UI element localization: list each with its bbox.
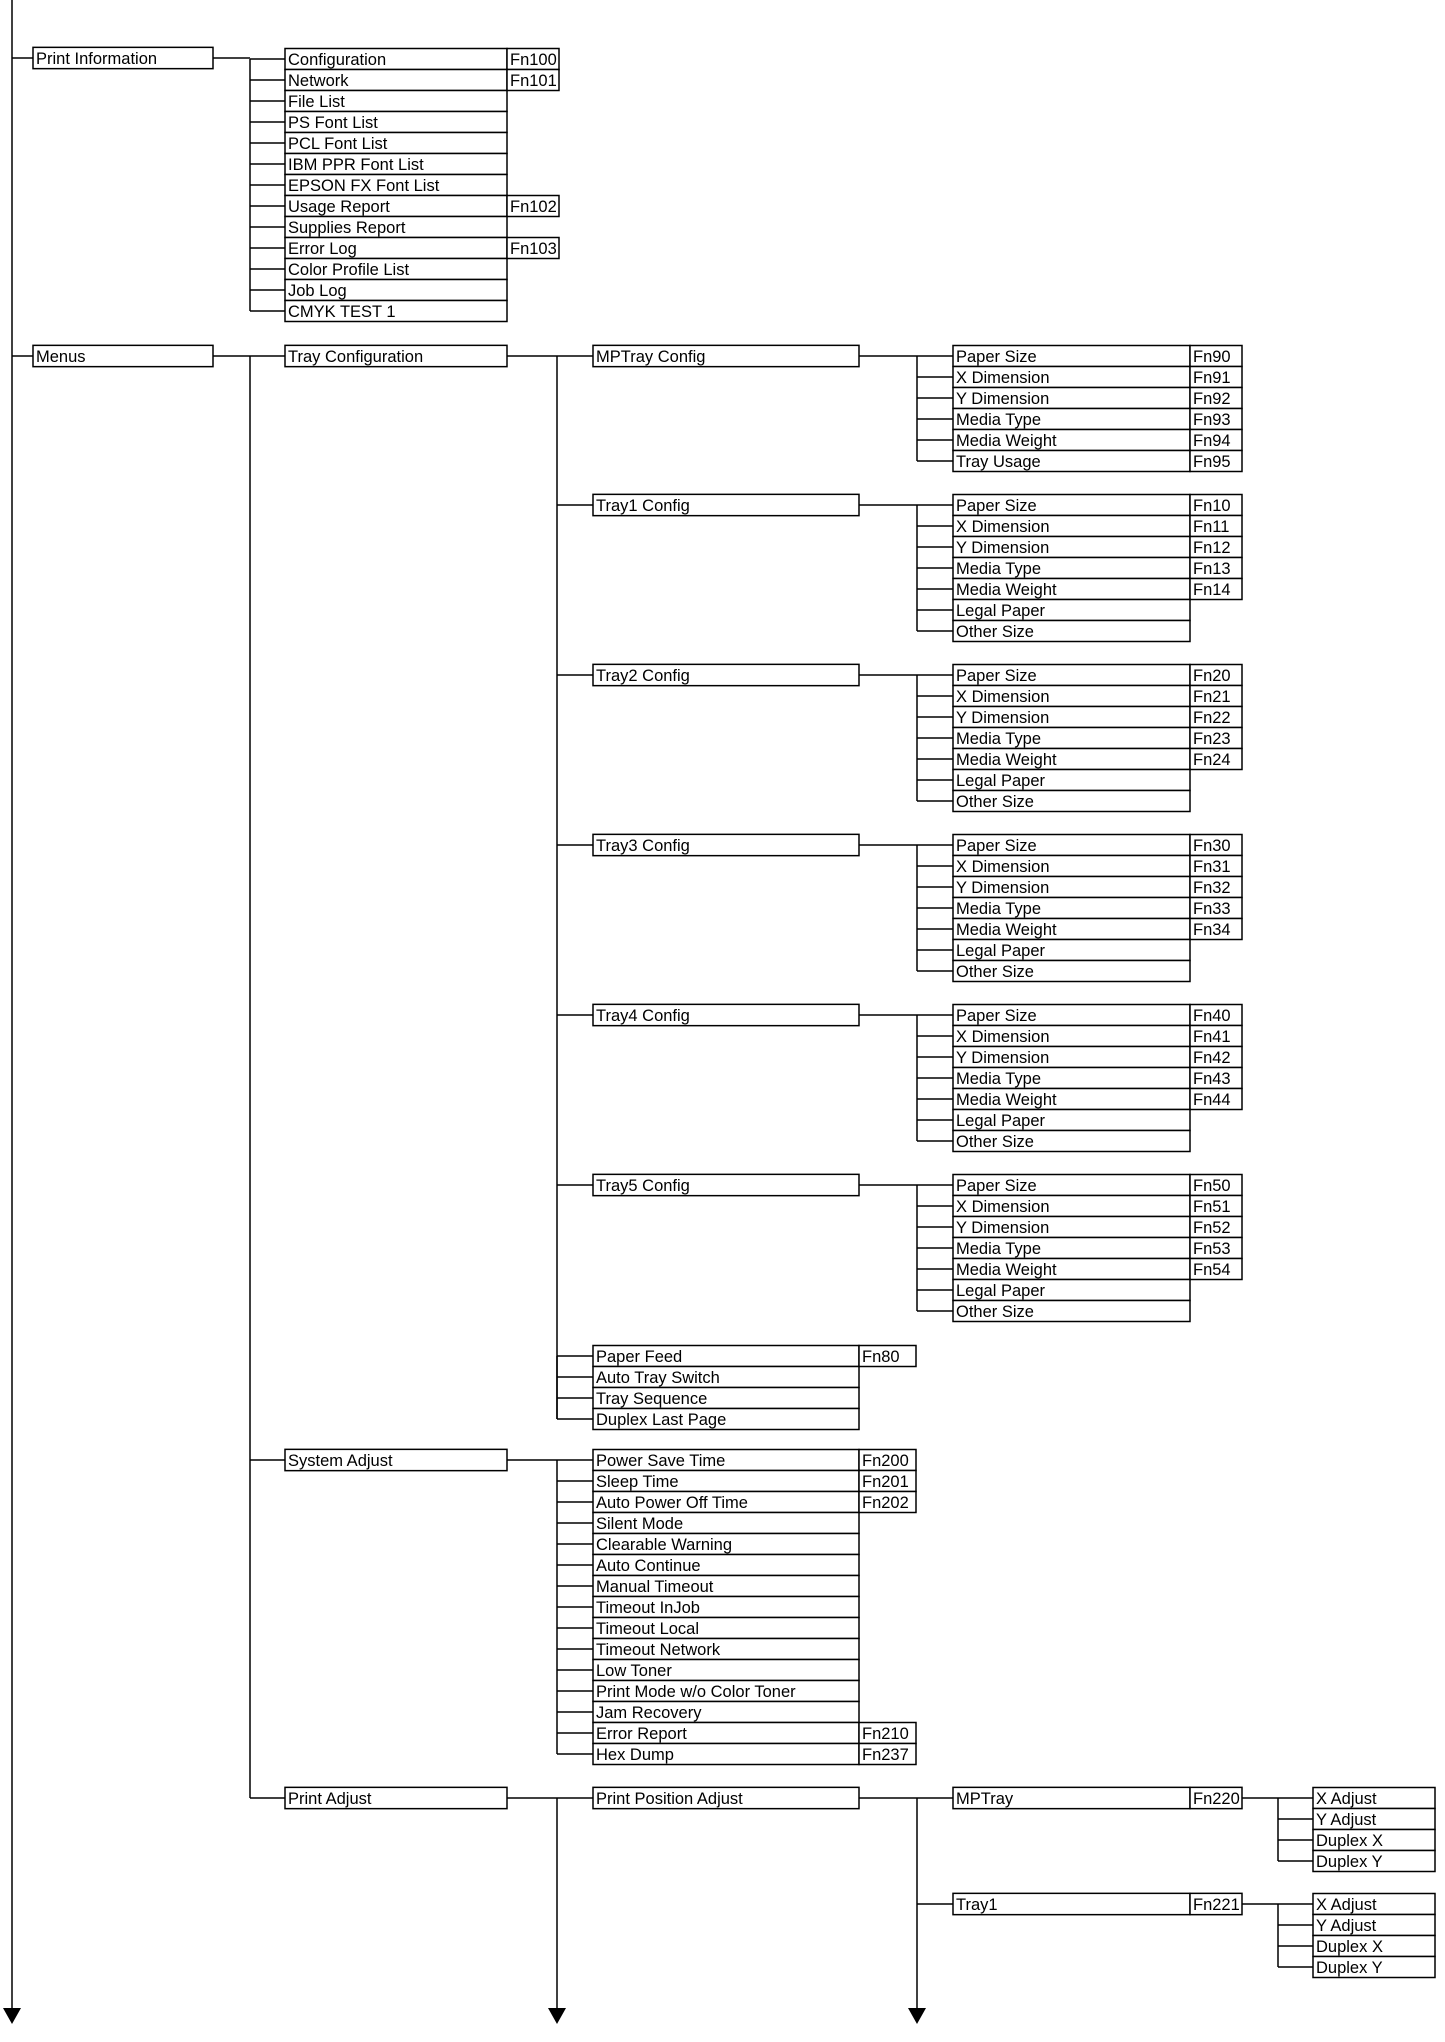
print-information-item-label: File List — [288, 93, 345, 111]
print-information-item-label: CMYK TEST 1 — [288, 303, 396, 321]
tray-config-fn-code-label: Fn43 — [1193, 1070, 1231, 1088]
print-position-adjust-item-label: X Adjust — [1316, 1896, 1377, 1914]
system-adjust-item-label: Manual Timeout — [596, 1578, 714, 1596]
print-position-adjust-item-label: Y Adjust — [1316, 1811, 1377, 1829]
tray-config-item-label: Y Dimension — [956, 1049, 1050, 1067]
print-information-item-label: Network — [288, 72, 349, 90]
tray-config-item-label: Media Weight — [956, 921, 1057, 939]
tray-config-fn-code-label: Fn13 — [1193, 560, 1231, 578]
tray-config-fn-code-label: Fn94 — [1193, 432, 1231, 450]
print-information-item-label: Supplies Report — [288, 219, 406, 237]
tray-config-fn-code-label: Fn22 — [1193, 709, 1231, 727]
system-adjust-fn-code-label: Fn201 — [862, 1473, 909, 1491]
tray-config-node-label: Tray1 Config — [596, 497, 690, 515]
tray-config-fn-code-label: Fn12 — [1193, 539, 1231, 557]
tray-config-item-label: Paper Size — [956, 837, 1037, 855]
tray-config-item-label: Paper Size — [956, 348, 1037, 366]
print-position-arrow-icon — [908, 2008, 926, 2024]
tray-config-node-label: Tray3 Config — [596, 837, 690, 855]
tray-config-fn-code-label: Fn41 — [1193, 1028, 1231, 1046]
system-adjust-fn-code-label: Fn210 — [862, 1725, 909, 1743]
print-position-adjust-item-label: Duplex X — [1316, 1832, 1383, 1850]
tray-config-item-label: Y Dimension — [956, 1219, 1050, 1237]
print-information-item-label: PS Font List — [288, 114, 378, 132]
print-information-item-label: Error Log — [288, 240, 357, 258]
print-position-adjust-node-label: Print Position Adjust — [596, 1790, 743, 1808]
system-adjust-item-label: Timeout Local — [596, 1620, 700, 1638]
print-information-fn-code-label: Fn103 — [510, 240, 557, 258]
tray-config-fn-code-label: Fn92 — [1193, 390, 1231, 408]
tray-config-item-label: Media Weight — [956, 1261, 1057, 1279]
tray-config-fn-code-label: Fn14 — [1193, 581, 1231, 599]
print-position-adjust-item-label: Duplex Y — [1316, 1853, 1383, 1871]
system-adjust-item-label: Jam Recovery — [596, 1704, 702, 1722]
system-adjust-item-label: Power Save Time — [596, 1452, 726, 1470]
system-adjust-item-label: Silent Mode — [596, 1515, 684, 1533]
print-information-item-label: EPSON FX Font List — [288, 177, 440, 195]
system-adjust-node-label: System Adjust — [288, 1452, 393, 1470]
tray-config-item-label: Media Type — [956, 411, 1041, 429]
print-information-item-label: PCL Font List — [288, 135, 388, 153]
system-adjust-item-label: Low Toner — [596, 1662, 672, 1680]
system-adjust-item-label: Print Mode w/o Color Toner — [596, 1683, 796, 1701]
tray-config-item-label: Paper Size — [956, 1007, 1037, 1025]
tray-config-fn-code-label: Fn11 — [1193, 518, 1230, 536]
tray-config-item-label: Paper Size — [956, 1177, 1037, 1195]
print-information-fn-code-label: Fn101 — [510, 72, 557, 90]
tray-configuration-extra-item-label: Duplex Last Page — [596, 1411, 727, 1429]
print-position-adjust-item-label: X Adjust — [1316, 1790, 1377, 1808]
tray-config-node-label: Tray5 Config — [596, 1177, 690, 1195]
print-position-tray-node-label: MPTray — [956, 1790, 1014, 1808]
print-position-tray-node-label: Tray1 — [956, 1896, 998, 1914]
tray-config-fn-code-label: Fn95 — [1193, 453, 1231, 471]
tray-config-item-label: X Dimension — [956, 518, 1050, 536]
tray-config-item-label: Media Type — [956, 1070, 1041, 1088]
tray-config-node-label: Tray2 Config — [596, 667, 690, 685]
system-adjust-fn-code-label: Fn237 — [862, 1746, 909, 1764]
print-information-fn-code-label: Fn102 — [510, 198, 557, 216]
system-adjust-item-label: Sleep Time — [596, 1473, 679, 1491]
tray-config-fn-code-label: Fn34 — [1193, 921, 1231, 939]
tray-config-item-label: Paper Size — [956, 667, 1037, 685]
tray-config-fn-code-label: Fn91 — [1193, 369, 1231, 387]
system-adjust-item-label: Error Report — [596, 1725, 687, 1743]
spine-arrow-icon — [3, 2008, 21, 2024]
print-position-adjust-item-label: Duplex X — [1316, 1938, 1383, 1956]
tray-config-item-label: Paper Size — [956, 497, 1037, 515]
tray-config-item-label: Media Type — [956, 560, 1041, 578]
tray-config-item-label: Media Weight — [956, 1091, 1057, 1109]
tray-config-fn-code-label: Fn10 — [1193, 497, 1231, 515]
tray-config-item-label: Legal Paper — [956, 1112, 1045, 1130]
tray-config-item-label: Other Size — [956, 1133, 1034, 1151]
tray-config-fn-code-label: Fn24 — [1193, 751, 1231, 769]
tray-config-item-label: Other Size — [956, 623, 1034, 641]
tray-config-item-label: Y Dimension — [956, 390, 1050, 408]
system-adjust-item-label: Auto Continue — [596, 1557, 701, 1575]
tray-config-fn-code-label: Fn52 — [1193, 1219, 1231, 1237]
tray-config-node-label: MPTray Config — [596, 348, 706, 366]
print-position-adjust-item-label: Duplex Y — [1316, 1959, 1383, 1977]
tray-config-item-label: Media Weight — [956, 751, 1057, 769]
print-information-node-label: Print Information — [36, 50, 158, 68]
tray-config-fn-code-label: Fn51 — [1193, 1198, 1231, 1216]
tray-config-fn-code-label: Fn32 — [1193, 879, 1231, 897]
tray-config-fn-code-label: Fn93 — [1193, 411, 1231, 429]
print-position-tray-fn-code-label: Fn221 — [1193, 1896, 1240, 1914]
print-adjust-arrow-icon — [548, 2008, 566, 2024]
system-adjust-item-label: Clearable Warning — [596, 1536, 733, 1554]
tray-config-item-label: Media Type — [956, 1240, 1041, 1258]
tray-config-item-label: Media Weight — [956, 581, 1057, 599]
system-adjust-item-label: Auto Power Off Time — [596, 1494, 748, 1512]
print-information-item-label: Job Log — [288, 282, 347, 300]
tray-config-item-label: X Dimension — [956, 1198, 1050, 1216]
tray-config-item-label: Other Size — [956, 793, 1034, 811]
print-information-fn-code-label: Fn100 — [510, 51, 557, 69]
tray-configuration-extra-item-label: Auto Tray Switch — [596, 1369, 720, 1387]
tray-configuration-node-label: Tray Configuration — [288, 348, 424, 366]
tray-config-fn-code-label: Fn20 — [1193, 667, 1231, 685]
tray-config-fn-code-label: Fn21 — [1193, 688, 1231, 706]
tray-config-item-label: Media Type — [956, 900, 1041, 918]
tray-config-fn-code-label: Fn31 — [1193, 858, 1231, 876]
tray-config-fn-code-label: Fn30 — [1193, 837, 1231, 855]
tray-config-item-label: Tray Usage — [956, 453, 1041, 471]
tray-config-item-label: Media Type — [956, 730, 1041, 748]
tray-config-fn-code-label: Fn23 — [1193, 730, 1231, 748]
system-adjust-fn-code-label: Fn200 — [862, 1452, 909, 1470]
tray-config-item-label: Legal Paper — [956, 602, 1045, 620]
tray-config-fn-code-label: Fn90 — [1193, 348, 1231, 366]
system-adjust-item-label: Timeout Network — [596, 1641, 721, 1659]
tray-config-item-label: X Dimension — [956, 369, 1050, 387]
tray-configuration-extra-fn-code-label: Fn80 — [862, 1348, 900, 1366]
print-information-item-label: Color Profile List — [288, 261, 410, 279]
tray-config-item-label: Y Dimension — [956, 879, 1050, 897]
system-adjust-item-label: Hex Dump — [596, 1746, 674, 1764]
tray-config-item-label: Legal Paper — [956, 942, 1045, 960]
tray-config-item-label: Legal Paper — [956, 1282, 1045, 1300]
tray-config-item-label: X Dimension — [956, 858, 1050, 876]
tray-configuration-extra-item-label: Paper Feed — [596, 1348, 683, 1366]
tray-config-item-label: X Dimension — [956, 688, 1050, 706]
tray-config-fn-code-label: Fn33 — [1193, 900, 1231, 918]
system-adjust-fn-code-label: Fn202 — [862, 1494, 909, 1512]
tray-config-fn-code-label: Fn44 — [1193, 1091, 1231, 1109]
menus-node-label: Menus — [36, 348, 86, 366]
tray-config-item-label: Legal Paper — [956, 772, 1045, 790]
print-adjust-node-label: Print Adjust — [288, 1790, 372, 1808]
tray-config-fn-code-label: Fn40 — [1193, 1007, 1231, 1025]
print-information-item-label: Configuration — [288, 51, 387, 69]
print-information-item-label: IBM PPR Font List — [288, 156, 424, 174]
tray-config-fn-code-label: Fn42 — [1193, 1049, 1231, 1067]
system-adjust-item-label: Timeout InJob — [596, 1599, 700, 1617]
tray-config-fn-code-label: Fn54 — [1193, 1261, 1231, 1279]
print-position-tray-fn-code-label: Fn220 — [1193, 1790, 1240, 1808]
tray-config-item-label: Other Size — [956, 1303, 1034, 1321]
tray-config-fn-code-label: Fn50 — [1193, 1177, 1231, 1195]
tray-config-item-label: Y Dimension — [956, 539, 1050, 557]
tray-config-item-label: X Dimension — [956, 1028, 1050, 1046]
tray-config-node-label: Tray4 Config — [596, 1007, 690, 1025]
tray-config-item-label: Media Weight — [956, 432, 1057, 450]
tray-config-item-label: Other Size — [956, 963, 1034, 981]
tray-config-item-label: Y Dimension — [956, 709, 1050, 727]
print-information-item-label: Usage Report — [288, 198, 390, 216]
tray-config-fn-code-label: Fn53 — [1193, 1240, 1231, 1258]
print-position-adjust-item-label: Y Adjust — [1316, 1917, 1377, 1935]
tray-configuration-extra-item-label: Tray Sequence — [596, 1390, 708, 1408]
